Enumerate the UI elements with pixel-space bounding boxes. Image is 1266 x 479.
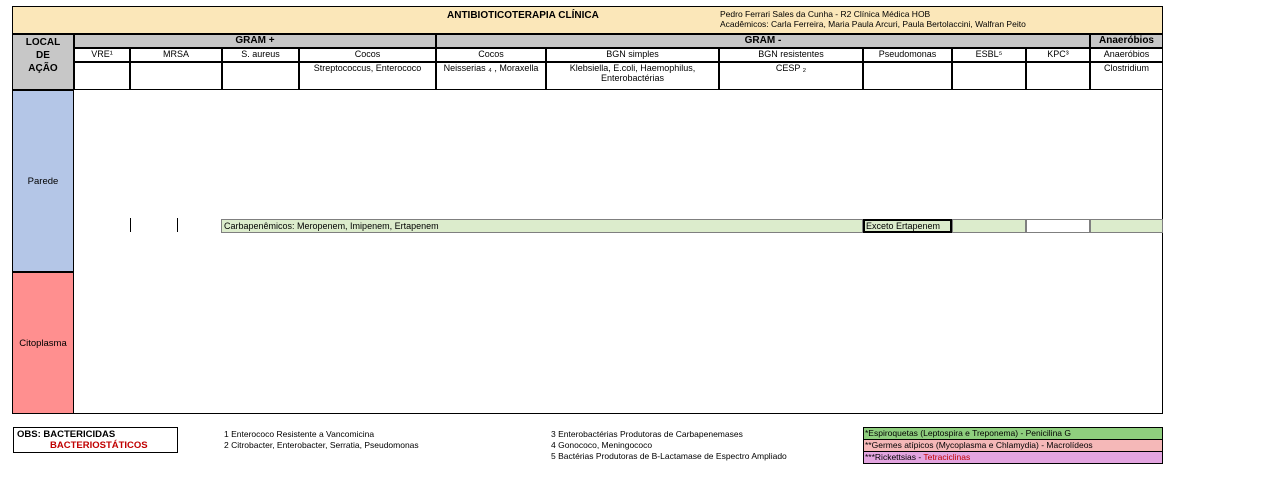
col-esbl: ESBL⁵ — [952, 48, 1026, 62]
local-label — [12, 36, 74, 75]
legend-rickettsias-drug: Tetraciclinas — [923, 452, 971, 462]
footnote-1: 1 Enterococo Resistente a Vancomicina — [224, 429, 375, 439]
footnote-2: 2 Citrobacter, Enterobacter, Serratia, Pseudomonas — [224, 440, 419, 450]
legend — [863, 427, 1163, 464]
carbapenem-anaerobios — [1090, 219, 1163, 233]
obs-box — [13, 427, 178, 453]
carbapenem-esbl — [952, 219, 1026, 233]
row-parede — [12, 90, 74, 272]
sub-kpc — [1026, 62, 1090, 90]
footnotes-col1 — [224, 429, 419, 451]
col-pseudomonas: Pseudomonas — [863, 48, 952, 62]
col-s-aureus: S. aureus — [222, 48, 299, 62]
col-bgn-simples: BGN simples — [546, 48, 719, 62]
sub-bgn-simples: Klebsiella, E.coli, Haemophilus, Enterobactérias — [546, 62, 719, 90]
footnotes-col2 — [551, 429, 787, 462]
carbapenem-kpc — [1026, 219, 1090, 233]
col-cocos-pos: Cocos — [299, 48, 436, 62]
local-label-1: LOCAL — [25, 37, 61, 48]
col-anaerobios: Anaeróbios — [1090, 48, 1163, 62]
divider-mrsa — [177, 218, 178, 232]
footnote-4: 4 Gonococo, Meningococo — [551, 440, 653, 450]
credit-line-2: Acadêmicos: Carla Ferreira, Maria Paula Arcuri, Paula Bertolaccini, Walfran Peito — [720, 19, 1026, 29]
sub-pseudomonas — [863, 62, 952, 90]
sub-cocos-neg: Neisserias ₄ , Moraxella — [436, 62, 546, 90]
sub-s-aureus — [222, 62, 299, 90]
anaerobios-header: Anaeróbios — [1090, 34, 1163, 48]
row-citoplasma-label: Citoplasma — [19, 337, 67, 349]
sub-anaerobios: Clostridium — [1090, 62, 1163, 90]
col-vre: VRE¹ — [74, 48, 130, 62]
legend-atipicos-text: **Germes atípicos (Mycoplasma e Chlamydia) - Macrolídeos — [865, 440, 1093, 450]
sub-bgn-resistentes: CESP ₂ — [719, 62, 863, 90]
sub-esbl — [952, 62, 1026, 90]
obs-bacteriostaticos: BACTERIOSTÁTICOS — [50, 440, 148, 451]
carbapenem-bar: Carbapenêmicos: Meropenem, Imipenem, Ertapenem — [221, 219, 863, 233]
sub-cocos-pos: Streptococcus, Enterococo — [299, 62, 436, 90]
legend-espiroquetas-text: *Espiroquetas (Leptospira e Treponema) - Penicilina G — [865, 428, 1071, 438]
col-cocos-neg: Cocos — [436, 48, 546, 62]
row-parede-label: Parede — [27, 175, 59, 187]
legend-rickettsias-text: ***Rickettsias - — [865, 452, 924, 462]
legend-atipicos — [863, 440, 1163, 452]
legend-rickettsias — [863, 452, 1163, 464]
page-title: ANTIBIOTICOTERAPIA CLÍNICA — [447, 10, 599, 21]
divider-vre — [130, 218, 131, 232]
row-citoplasma — [12, 272, 74, 414]
gram-negative-header: GRAM - — [436, 34, 1090, 48]
col-mrsa: MRSA — [130, 48, 222, 62]
carbapenem-exception: Exceto Ertapenem — [863, 219, 952, 233]
local-label-2: DE — [36, 50, 50, 61]
obs-bactericidas: OBS: BACTERICIDAS — [17, 429, 116, 440]
footnote-3: 3 Enterobactérias Produtoras de Carbapenemases — [551, 429, 743, 439]
col-kpc: KPC³ — [1026, 48, 1090, 62]
footnote-5: 5 Bactérias Produtoras de B-Lactamase de Espectro Ampliado — [551, 451, 787, 461]
local-label-3: AÇÃO — [28, 63, 58, 74]
legend-espiroquetas — [863, 427, 1163, 440]
gram-positive-header: GRAM + — [74, 34, 436, 48]
col-bgn-resistentes: BGN resistentes — [719, 48, 863, 62]
credit-line-1: Pedro Ferrari Sales da Cunha - R2 Clínica Médica HOB — [720, 9, 931, 19]
sub-vre — [74, 62, 130, 90]
sub-mrsa — [130, 62, 222, 90]
